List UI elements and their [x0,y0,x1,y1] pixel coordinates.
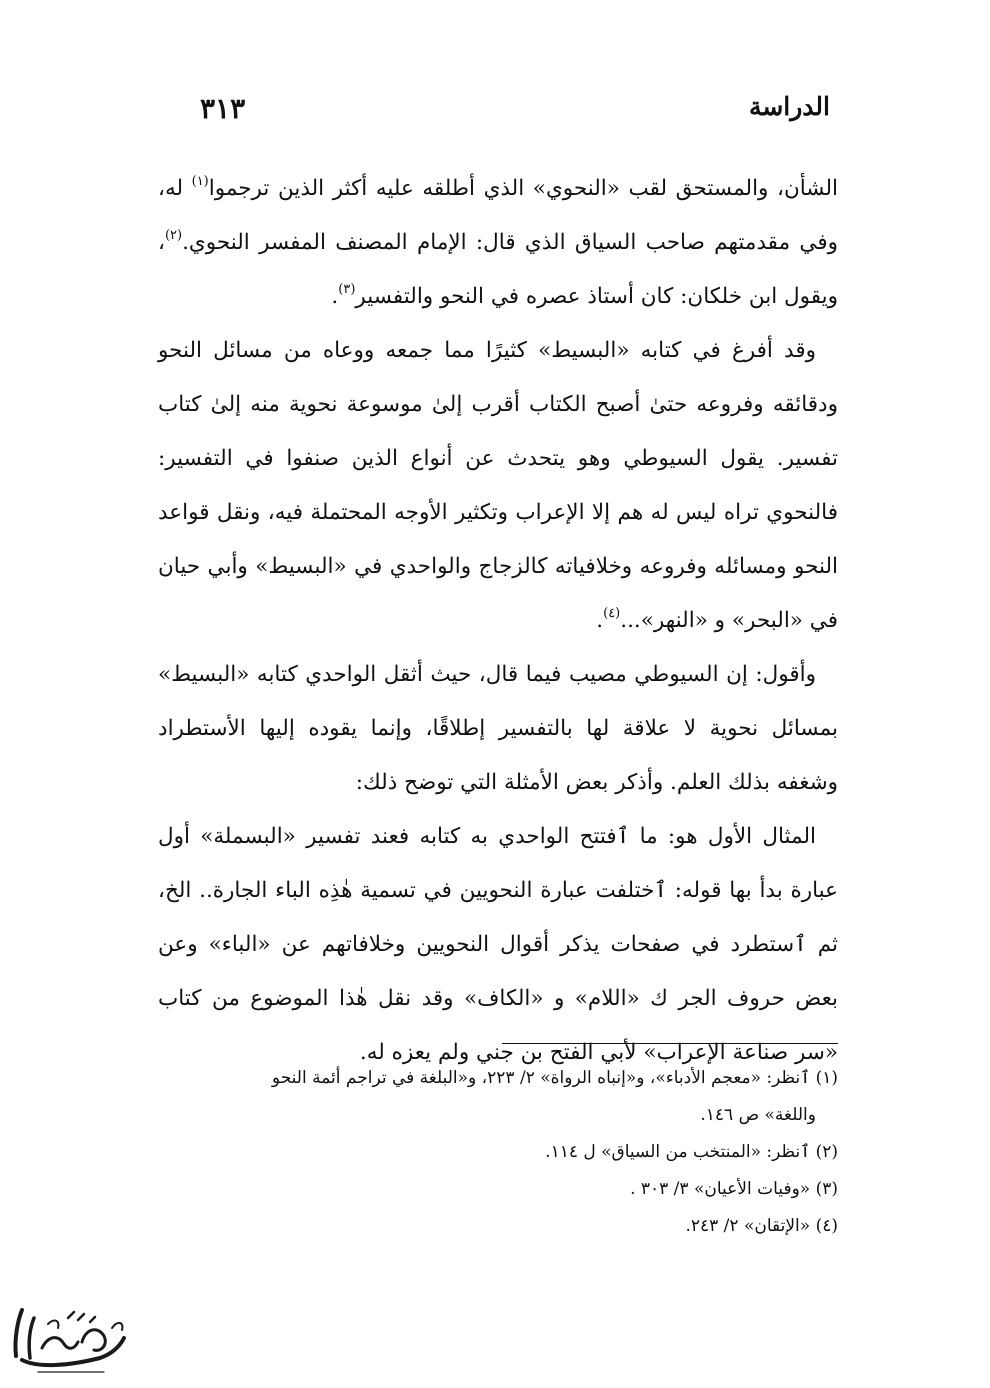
main-text [158,162,838,1080]
page-number: ٣١٣ [200,92,246,125]
footnote-separator [502,1043,838,1044]
paragraph-4: المثال الأول هو: ما ٱفتتح الواحدي به كتابه فعند تفسير «البسملة» أول عبارة بدأ بها قوله: ٱختلفت عبارة النحويين في تسمية هٰذِه الباء الجارة.. الخ، ثم ٱستطرد في صفحات يذكر أقوال النحويين وخلافاتهم عن «الباء» وعن بعض حروف الجر ك «اللام» و «الكاف» وقد نقل هٰذا الموضوع من كتاب «سر صناعة الإعراب» لأبي الفتح بن جني ولم يعزه له. [158,824,838,1065]
footnote-4: (٤) «الإتقان» ٢/ ٢٤٣. [685,1216,838,1236]
stamp-graphic [8,1298,130,1378]
paragraph-1-part-d: . [331,284,339,309]
footnote-ref-3: (٣) [338,282,356,297]
footnote-1-continued: واللغة» ص ١٤٦. [700,1105,816,1125]
paragraph-2-part-b: . [596,608,604,633]
paragraph-2-part-a: وقد أفرغ في كتابه «البسيط» كثيرًا مما جمعه ووعاه من مسائل النحو ودقائقه وفروعه حتىٰ أصبح الكتاب أقرب إلىٰ موسوعة نحوية منه إلىٰ كتاب تفسير. يقول السيوطي وهو يتحدث عن أنواع الذين صنفوا في التفسير: فالنحوي تراه ليس له هم إلا الإعراب وتكثير الأوجه المحتملة فيه، ونقل قواعد النحو ومسائله وفروعه وخلافياته كالزجاج والواحدي في «البسيط» وأبي حيان في «البحر» و «النهر»... [158,338,838,633]
paragraph-1-part-a: الشأن، والمستحق لقب «النحوي» الذي أطلقه عليه أكثر الذين ترجموا [208,176,838,201]
paragraph-1-part-b: له، وفي مقدمتهم صاحب السياق الذي قال: الإمام المصنف المفسر النحوي. [158,176,838,255]
paragraph-1-part-c: ، ويقول ابن خلكان: كان أستاذ عصره في النحو والتفسير [158,230,838,309]
footnote-ref-4: (٤) [603,606,621,621]
paragraph-3: وأقول: إن السيوطي مصيب فيما قال، حيث أثقل الواحدي كتابه «البسيط» بمسائل نحوية لا علاقة لها بالتفسير إطلاقًا، وإنما يقوده إليها الأستطراد وشغفه بذلك العلم. وأذكر بعض الأمثلة التي توضح ذلك: [158,662,838,795]
footnote-ref-1: (١) [191,174,209,189]
footnote-1: (١) ٱنظر: «معجم الأدباء»، و«إنباه الرواة» ٢/ ٢٢٣، و«البلغة في تراجم أئمة النحو [271,1068,838,1088]
footnote-ref-2: (٢) [164,228,183,243]
footnote-2: (٢) ٱنظر: «المنتخب من السياق» ل ١١٤. [545,1142,838,1162]
footnote-3: (٣) «وفيات الأعيان» ٣/ ٣٠٣ . [630,1179,838,1199]
running-title: الدراسة [748,92,830,121]
footnotes [158,1060,838,1245]
paragraph-1 [158,162,838,324]
paragraph-2 [158,324,838,648]
calligraphy-stamp-icon [8,1298,130,1378]
page-header [200,92,830,142]
